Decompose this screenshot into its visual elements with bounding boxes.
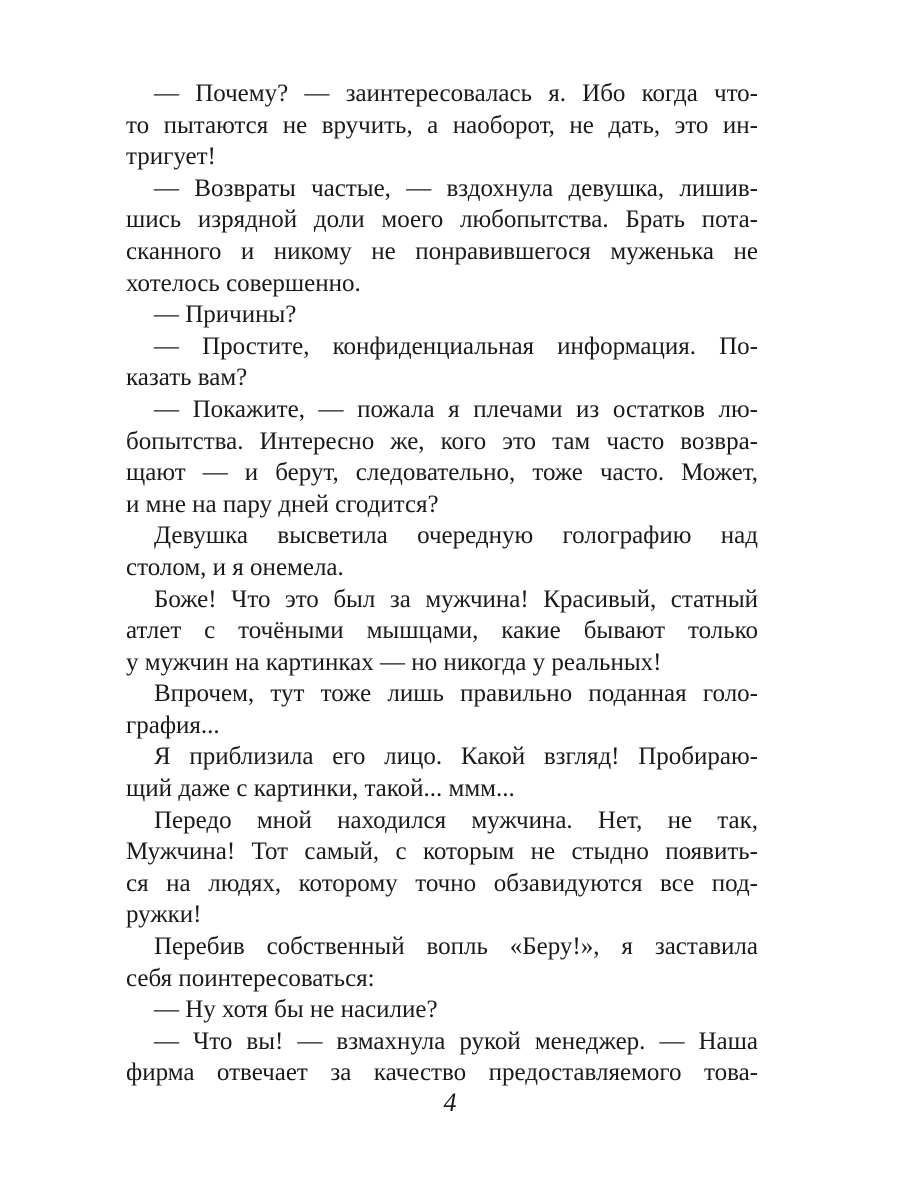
text-line: себя поинтересоваться: xyxy=(126,964,375,992)
text-line: фирма отвечает за качество предоставляемого това- xyxy=(126,1059,758,1087)
text-line: Я приблизила его лицо. Какой взгляд! Пробираю- xyxy=(154,743,758,771)
text-line: — Что вы! — взмахнула рукой менеджер. — Наша xyxy=(154,1027,758,1055)
text-line: атлет с точёными мышцами, какие бывают только xyxy=(126,617,758,645)
text-line: казать вам? xyxy=(126,364,248,392)
text-line: Мужчина! Тот самый, с которым не стыдно появить- xyxy=(126,838,758,866)
text-line: ружки! xyxy=(126,901,202,929)
text-line: Девушка высветила очередную голографию над xyxy=(154,522,758,550)
text-line: — Ну хотя бы не насилие? xyxy=(154,996,438,1024)
text-line: и мне на пару дней сгодится? xyxy=(126,490,439,518)
page-number: 4 xyxy=(443,1088,457,1117)
text-line: Боже! Что это был за мужчина! Красивый, статный xyxy=(154,585,758,613)
text-line: сканного и никому не понравившегося муженька не xyxy=(126,237,758,265)
text-line: щают — и берут, следовательно, тоже часто. Может, xyxy=(126,459,758,487)
text-line: хотелось совершенно. xyxy=(126,269,361,297)
text-line: Передо мной находился мужчина. Нет, не так, xyxy=(154,806,758,834)
text-line: — Причины? xyxy=(154,301,297,329)
text-line: столом, и я онемела. xyxy=(126,553,344,581)
text-line: — Покажите, — пожала я плечами из остатков лю- xyxy=(154,395,758,423)
text-line: тригует! xyxy=(126,143,216,171)
page-text xyxy=(126,78,758,1089)
text-line: — Почему? — заинтересовалась я. Ибо когда что- xyxy=(154,80,758,107)
text-line: ся на людях, которому точно обзавидуются все под- xyxy=(126,869,758,897)
text-line: то пытаются не вручить, а наоборот, не дать, это ин- xyxy=(126,111,758,139)
text-line: — Возвраты частые, — вздохнула девушка, лишив- xyxy=(154,174,758,202)
text-line: у мужчин на картинках — но никогда у реальных! xyxy=(126,648,662,676)
text-line: щий даже с картинки, такой... ммм... xyxy=(126,775,515,803)
text-line: графия... xyxy=(126,711,220,739)
text-line: бопытства. Интересно же, кого это там часто возвра- xyxy=(126,427,758,455)
text-line: — Простите, конфиденциальная информация. По- xyxy=(154,332,758,360)
text-line: Впрочем, тут тоже лишь правильно поданная голо- xyxy=(154,680,758,708)
text-line: шись изрядной доли моего любопытства. Брать пота- xyxy=(126,206,758,234)
text-line: Перебив собственный вопль «Беру!», я заставила xyxy=(154,933,758,961)
